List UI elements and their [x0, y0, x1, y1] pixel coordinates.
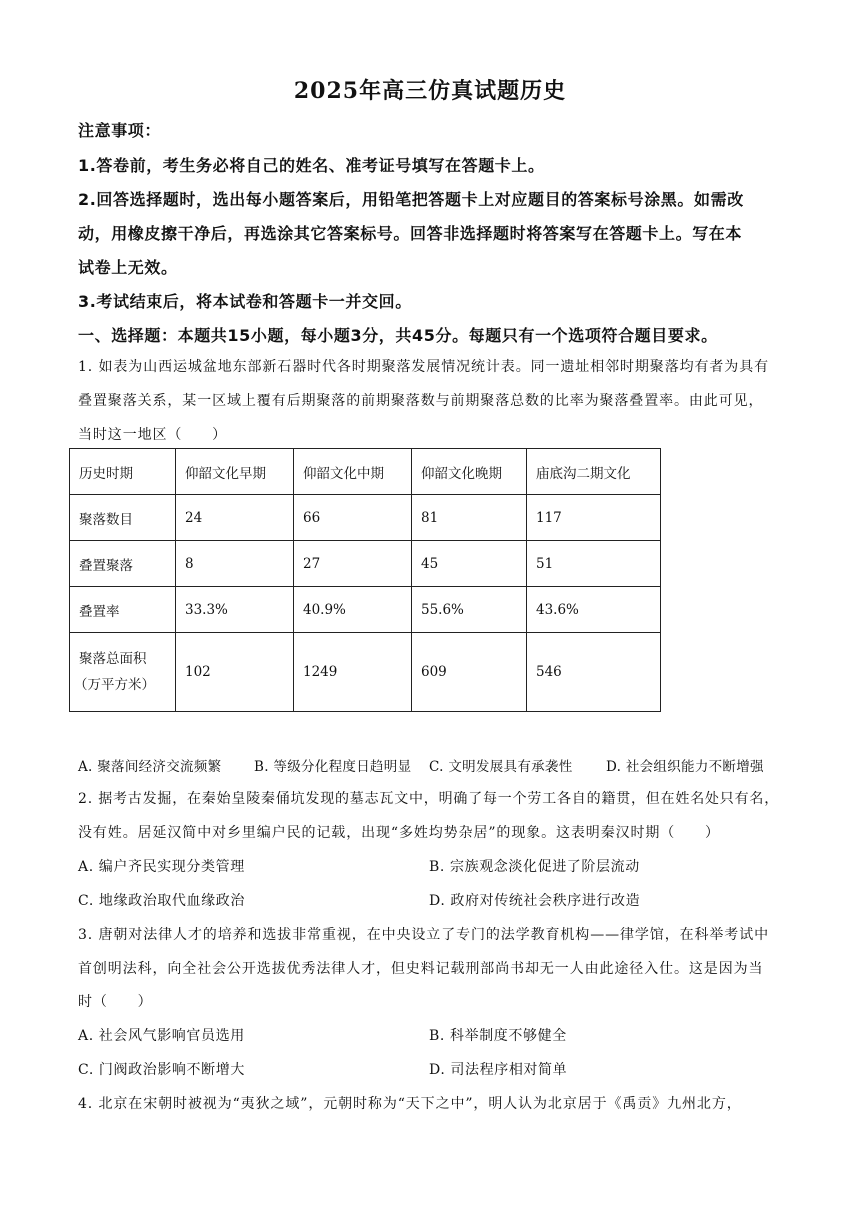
question-3-line-2: 首创明法科，向全社会公开选拔优秀法律人才，但史料记载刑部尚书却无一人由此途径入仕。这是因为当	[78, 961, 764, 977]
question-1-line-3: 当时这一地区（ ）	[78, 427, 227, 443]
question-2-option-d: D. 政府对传统社会秩序进行改造	[429, 893, 641, 909]
area-label-line-1: 聚落总面积	[79, 651, 147, 667]
table-cell: 1249	[294, 633, 412, 712]
table-cell: 叠置聚落	[70, 541, 176, 587]
question-3-option-c: C. 门阀政治影响不断增大	[78, 1062, 245, 1078]
area-label-line-2: （万平方米）	[74, 677, 155, 693]
table-cell: 24	[176, 495, 294, 541]
question-2-option-a: A. 编户齐民实现分类管理	[78, 859, 245, 875]
question-3-option-a: A. 社会风气影响官员选用	[78, 1028, 245, 1044]
question-1-line-2: 叠置聚落关系，某一区域上覆有后期聚落的前期聚落数与前期聚落总数的比率为聚落叠置率。由此可见，	[78, 393, 764, 409]
table-row	[70, 587, 661, 633]
notice-item-2-line-3: 试卷上无效。	[78, 258, 178, 277]
table-header-row	[70, 449, 661, 495]
table-row	[70, 495, 661, 541]
table-header-cell: 历史时期	[70, 449, 176, 495]
table-cell: 8	[176, 541, 294, 587]
question-2-option-b: B. 宗族观念淡化促进了阶层流动	[429, 859, 640, 875]
table-cell-area-label	[70, 633, 176, 712]
notice-item-1: 1.答卷前，考生务必将自己的姓名、准考证号填写在答题卡上。	[78, 156, 545, 175]
table-cell: 546	[527, 633, 661, 712]
table-cell: 51	[527, 541, 661, 587]
question-4-line-1: 4. 北京在宋朝时被视为“夷狄之域”，元朝时称为“天下之中”，明人认为北京居于《禹贡》九州北方，	[78, 1096, 742, 1112]
table-cell: 33.3%	[176, 587, 294, 633]
table-cell: 聚落数目	[70, 495, 176, 541]
table-header-cell: 庙底沟二期文化	[527, 449, 661, 495]
question-2-line-1: 2. 据考古发掘，在秦始皇陵秦俑坑发现的墓志瓦文中，明确了每一个劳工各自的籍贯，但在姓名处只有名，	[78, 791, 780, 807]
table-cell: 117	[527, 495, 661, 541]
table-row	[70, 541, 661, 587]
question-3-option-d: D. 司法程序相对简单	[429, 1062, 568, 1078]
table-row	[70, 633, 661, 712]
question-1-option-c: C. 文明发展具有承袭性	[429, 759, 573, 775]
table-cell: 叠置率	[70, 587, 176, 633]
notice-item-2-line-1: 2.回答选择题时，选出每小题答案后，用铅笔把答题卡上对应题目的答案标号涂黑。如需改	[78, 190, 744, 209]
question-1-line-1: 1. 如表为山西运城盆地东部新石器时代各时期聚落发展情况统计表。同一遗址相邻时期聚落均有者为具有	[78, 359, 770, 375]
table-cell: 609	[412, 633, 527, 712]
question-1-option-d: D. 社会组织能力不断增强	[606, 759, 764, 775]
question-1-option-b: B. 等级分化程度日趋明显	[254, 759, 412, 775]
table-cell: 43.6%	[527, 587, 661, 633]
table-cell: 66	[294, 495, 412, 541]
table-cell: 45	[412, 541, 527, 587]
question-1-option-a: A. 聚落间经济交流频繁	[78, 759, 222, 775]
notice-heading: 注意事项：	[78, 121, 162, 140]
table-cell: 81	[412, 495, 527, 541]
settlement-table	[69, 448, 661, 712]
table-header-cell: 仰韶文化中期	[294, 449, 412, 495]
section-heading: 一、选择题：本题共15小题，每小题3分，共45分。每题只有一个选项符合题目要求。	[78, 326, 718, 345]
question-2-line-2: 没有姓。居延汉简中对乡里编户民的记载，出现“多姓均势杂居”的现象。这表明秦汉时期（ ）	[78, 825, 720, 841]
question-3-line-3: 时（ ）	[78, 994, 153, 1010]
table-cell: 102	[176, 633, 294, 712]
table-cell: 40.9%	[294, 587, 412, 633]
notice-item-2-line-2: 动，用橡皮擦干净后，再选涂其它答案标号。回答非选择题时将答案写在答题卡上。写在本	[78, 224, 743, 243]
notice-item-3: 3.考试结束后，将本试卷和答题卡一并交回。	[78, 292, 412, 311]
table-header-cell: 仰韶文化早期	[176, 449, 294, 495]
table-cell: 55.6%	[412, 587, 527, 633]
table-cell: 27	[294, 541, 412, 587]
table-header-cell: 仰韶文化晚期	[412, 449, 527, 495]
question-3-line-1: 3. 唐朝对法律人才的培养和选拔非常重视，在中央设立了专门的法学教育机构——律学馆，在科举考试中	[78, 927, 770, 943]
exam-title: 2025年高三仿真试题历史	[293, 78, 567, 104]
question-3-option-b: B. 科举制度不够健全	[429, 1028, 567, 1044]
question-2-option-c: C. 地缘政治取代血缘政治	[78, 893, 245, 909]
